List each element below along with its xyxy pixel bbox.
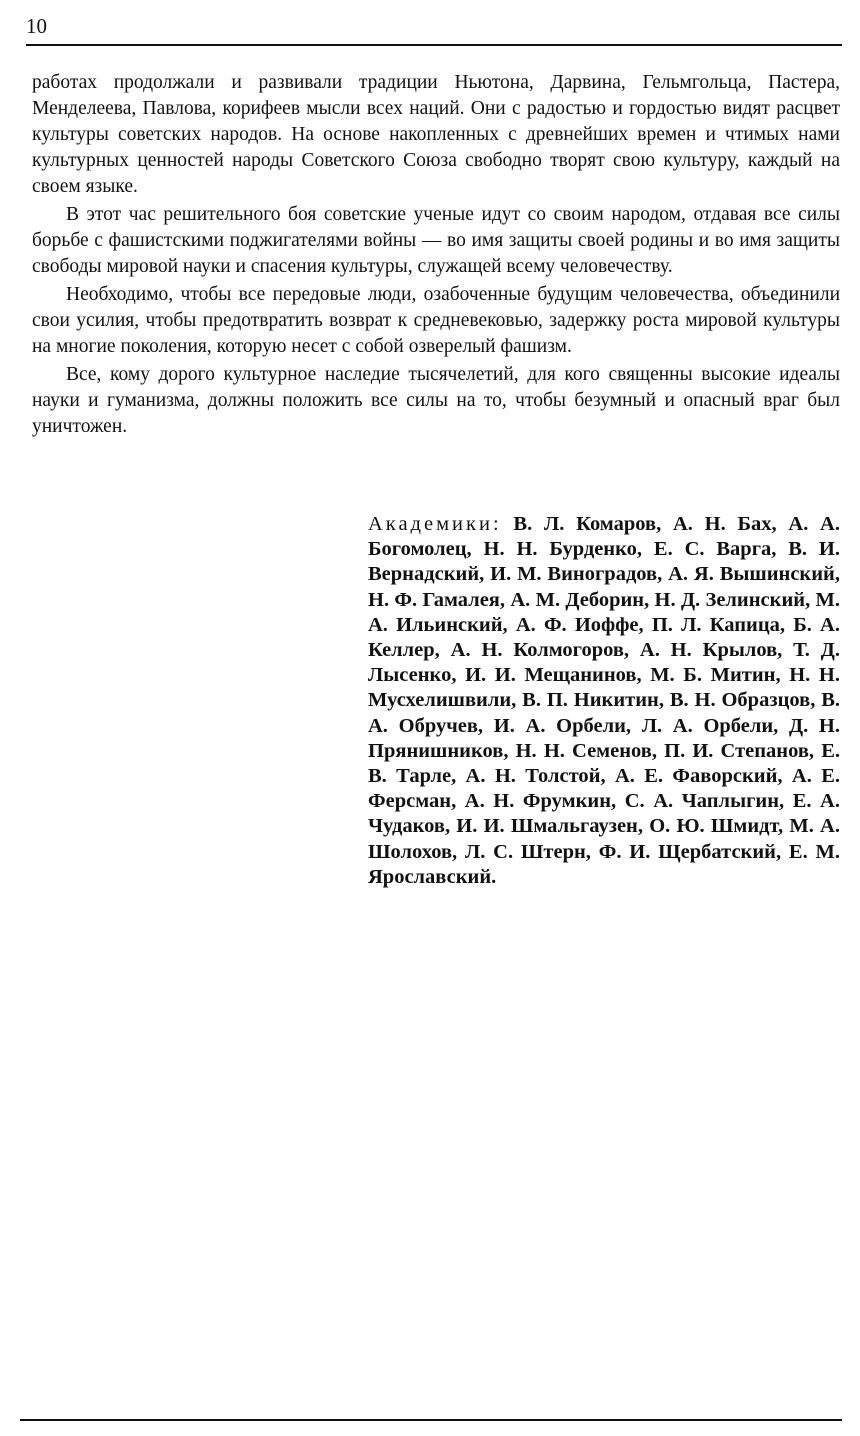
header-rule <box>26 44 842 46</box>
paragraph-4: Все, кому дорого культурное наследие тысячелетий, для кого священны высокие идеалы науки и гуманизма, должны положить все силы на то, чтобы безумный и опасный враг был уничтожен. <box>32 364 840 437</box>
signature-block <box>368 512 840 890</box>
signature-heading: Академики: <box>368 513 502 535</box>
footer-rule <box>20 1419 842 1421</box>
body-text <box>32 70 840 442</box>
paragraph-2: В этот час решительного боя советские ученые идут со своим народом, отдавая все силы борьбе с фашистскими поджигателями войны — во имя защиты своей родины и во имя защиты свободы мировой науки и спасения культуры, служащей всему человечеству. <box>32 204 840 277</box>
paragraph-3: Необходимо, чтобы все передовые люди, озабоченные будущим человечества, объединили свои усилия, чтобы предотвратить возврат к средневековью, задержку роста мировой культуры на многие поколения, которую несет с собой озверелый фашизм. <box>32 284 840 357</box>
signature-names: В. Л. Комаров, А. Н. Бах, А. А. Богомолец, Н. Н. Бурденко, Е. С. Варга, В. И. Вернадский, И. М. Виноградов, А. Я. Вышинский, Н. Ф. Гамалея, А. М. Деборин, Н. Д. Зелинский, М. А. Ильинский, А. Ф. Иоффе, П. Л. Капица, Б. А. Келлер, А. Н. Колмогоров, А. Н. Крылов, Т. Д. Лысенко, И. И. Мещанинов, М. Б. Митин, Н. Н. Мусхелишвили, В. П. Никитин, В. Н. Образцов, В. А. Обручев, И. А. Орбели, Л. А. Орбели, Д. Н. Прянишников, Н. Н. Семенов, П. И. Степанов, Е. В. Тарле, А. Н. Толстой, А. Е. Фаворский, А. Е. Ферсман, А. Н. Фрумкин, С. А. Чаплыгин, Е. А. Чудаков, И. И. Шмальгаузен, О. Ю. Шмидт, М. А. Шолохов, Л. С. Штерн, Ф. И. Щербатский, Е. М. Ярославский. <box>368 513 840 888</box>
paragraph-1: работах продолжали и развивали традиции Ньютона, Дарвина, Гельмгольца, Пастера, Менделеева, Павлова, корифеев мысли всех наций. Они с радостью и гордостью видят расцвет культуры советских народов. На основе накопленных с древнейших времен и чтимых нами культурных ценностей народы Советского Союза свободно творят свою культуру, каждый на своем языке. <box>32 72 840 197</box>
page-number: 10 <box>26 14 47 38</box>
